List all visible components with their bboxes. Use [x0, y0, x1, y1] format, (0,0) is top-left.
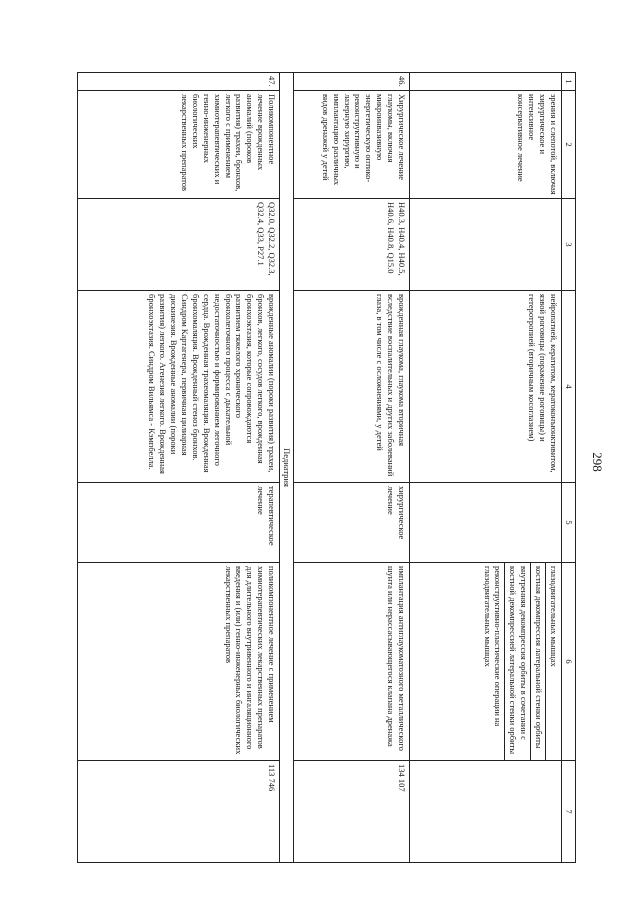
col-header-1: 1 — [562, 73, 576, 91]
col-header-6: 6 — [562, 563, 576, 761]
cont-cost — [410, 761, 562, 863]
table-row-47 — [78, 73, 280, 863]
icd-codes: Q32.0, Q32.2, Q32.3, Q32.4, Q33, P27.1 — [78, 199, 280, 291]
col-header-7: 7 — [562, 761, 576, 863]
cont-treatment — [410, 483, 562, 563]
cont-diagnosis: нейропатией, кератитом, кератоконъюнктивитом, язвой роговицы (поражение роговицы) и гетеротропией (вторичным косоглазием) — [410, 291, 562, 483]
treatment-method: имплантация антиглаукоматозного металлического шунта или нерассасывающегося клапана дренажа — [294, 563, 410, 761]
method-line: реконструктивно-пластические операции на глазодвигательных мышцах — [480, 563, 506, 760]
icd-codes: H40.3, H40.4, H40.5, H40.6, H40.8, Q15.0 — [294, 199, 410, 291]
treatment-type: терапевтическое лечение — [78, 483, 280, 563]
column-number-row — [562, 73, 576, 863]
page-number: 298 — [590, 452, 605, 472]
section-row — [280, 73, 294, 863]
cont-codes — [410, 199, 562, 291]
row-number: 46. — [294, 73, 410, 91]
section-title: Педиатрия — [280, 73, 294, 863]
method-line: костная декомпрессия латеральной стенки орбиты — [531, 563, 546, 760]
treatment-method: поликомпонентное лечение с применением химиотерапевтических лекарственных препаратов для длительного внутривенного и ингаляционного введения и (или) генно-инженерных биологических лекарственных препаратов — [78, 563, 280, 761]
treatment-type: хирургическое лечение — [294, 483, 410, 563]
method-line: внутренняя декомпрессия орбиты в сочетании с костной декомпрессией латеральной стенки орбиты — [506, 563, 532, 760]
col-header-3: 3 — [562, 199, 576, 291]
table-row-46 — [294, 73, 410, 863]
diagnosis: врожденная глаукома, глаукома вторичная вследствие воспалительных и других заболеваний глаза, в том числе с осложнениями, у детей — [294, 291, 410, 483]
care-type: Поликомпонентное лечение врожденных аномалий (пороков развития) трахеи, бронхов, легкого с применением химиотерапевтических и генно-инженерных биологических лекарственных препаратов — [78, 91, 280, 199]
rotated-page — [76, 72, 576, 862]
col-header-5: 5 — [562, 483, 576, 563]
care-type: Хирургическое лечение глаукомы, включая микроинвазивную энергетическую оптико-реконструктивную и лазерную хирургию, имплантацию различных видов дренажей у детей — [294, 91, 410, 199]
cont-method — [410, 563, 562, 761]
cont-name: зрения и слепотой, включая хирургическое и интенсивное консервативное лечение — [410, 91, 562, 199]
diagnosis: врожденные аномалии (пороки развития) трахеи, бронхов, легкого, сосудов легкого, врожденная бронхоэктазия, которые сопровождаются развитием тяжелого хронического бронхолегочного процесса с дыхательной недостаточностью и формированием легочного сердца. Врожденная трахеомаляция. Врожденная бронхомаляция. Врожденный стеноз бронхов. Синдром Картагенера, первичная цилиарная дискинезия. Врожденные аномалии (пороки развития) легкого. Агенезия легкого. Врожденная бронхоэктазия. Синдром Вильямса - Кэмпбелла. — [78, 291, 280, 483]
col-header-2: 2 — [562, 91, 576, 199]
medical-care-table — [77, 72, 576, 863]
col-header-4: 4 — [562, 291, 576, 483]
cost: 113 746 — [78, 761, 280, 863]
cont-num — [410, 73, 562, 91]
continuation-row — [410, 73, 562, 863]
cost: 134 107 — [294, 761, 410, 863]
row-number: 47. — [78, 73, 280, 91]
method-line: глазодвигательных мышцах — [549, 566, 559, 667]
